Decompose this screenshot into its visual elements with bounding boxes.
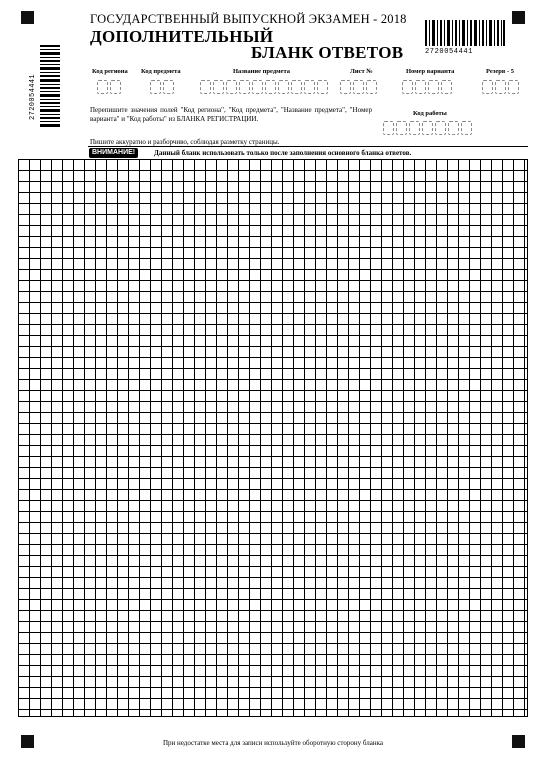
label-subject-code: Код предмета — [141, 68, 181, 75]
divider — [88, 146, 528, 147]
region-code-cells[interactable] — [97, 80, 121, 94]
footer-note: При недостатке места для записи используйте оборотную сторону бланка — [162, 739, 384, 747]
label-region-code: Код региона — [92, 68, 128, 75]
label-variant-no: Номер варианта — [406, 68, 455, 75]
label-reserve: Резерв - 5 — [486, 68, 515, 75]
form-title-line2: БЛАНК ОТВЕТОВ — [251, 43, 404, 62]
barcode-top — [425, 20, 505, 50]
warning-badge: ВНИМАНИЕ! — [89, 148, 138, 158]
label-work-code: Код работы — [413, 110, 447, 117]
corner-marker-top-left — [21, 11, 34, 24]
rewrite-instruction: Перепишите значения полей "Код региона", "Код предмета", "Название предмета", "Номер варианта" и "Код работы" из БЛАНКА РЕГИСТРАЦИИ. — [90, 106, 372, 123]
exam-title: ГОСУДАРСТВЕННЫЙ ВЫПУСКНОЙ ЭКЗАМЕН - 2018 — [90, 12, 407, 26]
subject-name-cells[interactable] — [200, 80, 328, 94]
subject-code-cells[interactable] — [150, 80, 174, 94]
reserve-cells[interactable] — [482, 80, 519, 94]
barcode-top-number: 2720054441 — [425, 48, 474, 56]
sheet-no-cells[interactable] — [340, 80, 377, 94]
barcode-side-number: 2720054441 — [29, 73, 37, 120]
warning-text: Данный бланк использовать только после заполнения основного бланка ответов. — [154, 149, 412, 157]
variant-no-cells[interactable] — [402, 80, 452, 94]
corner-marker-top-right — [512, 11, 525, 24]
answer-grid[interactable] — [18, 159, 528, 717]
label-sheet-no: Лист № — [350, 68, 373, 75]
work-code-cells[interactable] — [383, 121, 472, 135]
form-title-line1: ДОПОЛНИТЕЛЬНЫЙ — [90, 27, 274, 46]
write-neatly-instruction: Пишите аккуратно и разборчиво, соблюдая разметку страницы. — [90, 138, 280, 146]
barcode-side — [40, 45, 68, 127]
label-subject-name: Название предмета — [233, 68, 290, 75]
